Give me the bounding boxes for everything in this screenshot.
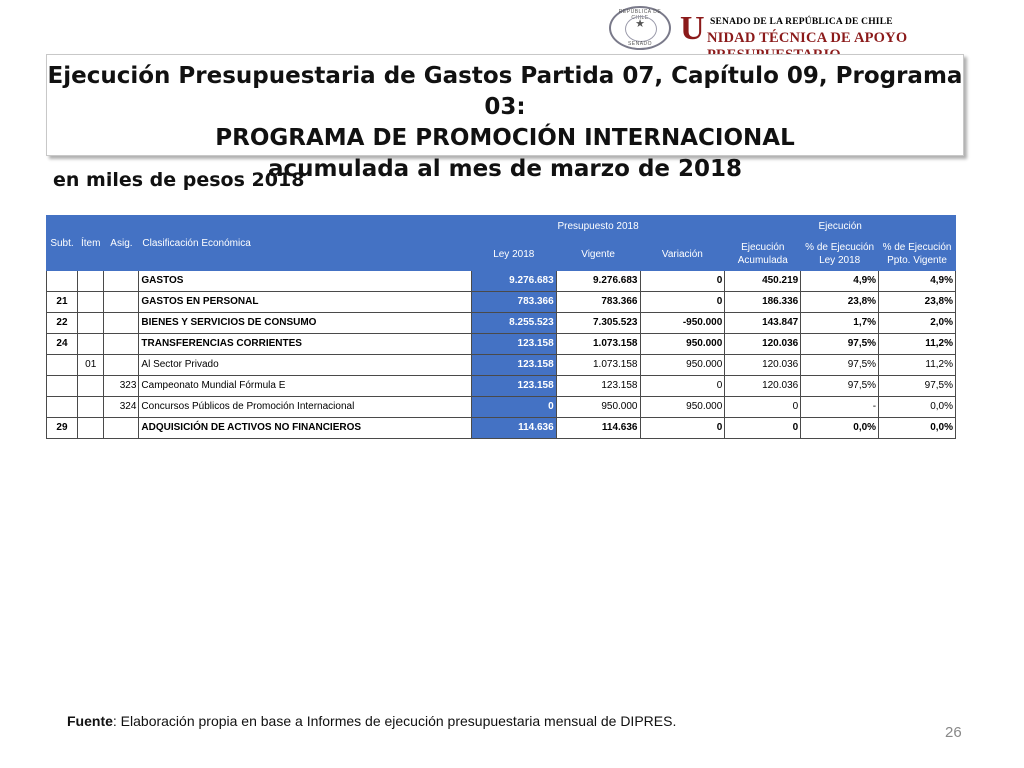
cell-ejec-acumulada: 0 — [725, 418, 801, 439]
cell-vigente: 114.636 — [556, 418, 640, 439]
cell-vigente: 1.073.158 — [556, 355, 640, 376]
units-subtitle: en miles de pesos 2018 — [53, 169, 305, 191]
cell-asig — [104, 418, 139, 439]
cell-variacion: -950.000 — [640, 313, 725, 334]
cell-pct-ley: - — [801, 397, 879, 418]
cell-subt — [47, 271, 78, 292]
cell-item — [77, 271, 103, 292]
header-clasificacion: Clasificación Económica — [139, 216, 471, 271]
cell-clasificacion: Campeonato Mundial Fórmula E — [139, 376, 471, 397]
cell-variacion: 950.000 — [640, 355, 725, 376]
source-footnote — [67, 713, 676, 729]
cell-pct-vigente: 11,2% — [879, 355, 956, 376]
cell-subt: 24 — [47, 334, 78, 355]
header-group-presupuesto: Presupuesto 2018 — [471, 216, 724, 238]
cell-clasificacion: GASTOS — [139, 271, 471, 292]
cell-asig — [104, 313, 139, 334]
cell-variacion: 950.000 — [640, 397, 725, 418]
cell-ley: 783.366 — [471, 292, 556, 313]
header-ejec-acumulada — [725, 238, 801, 271]
table-row — [47, 292, 956, 313]
cell-variacion: 0 — [640, 271, 725, 292]
cell-subt — [47, 376, 78, 397]
logo-senate-text: SENADO DE LA REPÚBLICA DE CHILE — [710, 17, 893, 27]
header-vigente: Vigente — [556, 238, 640, 271]
cell-ley: 123.158 — [471, 376, 556, 397]
cell-variacion: 0 — [640, 418, 725, 439]
cell-pct-vigente: 97,5% — [879, 376, 956, 397]
cell-subt: 29 — [47, 418, 78, 439]
cell-subt: 21 — [47, 292, 78, 313]
table-row — [47, 334, 956, 355]
cell-variacion: 0 — [640, 376, 725, 397]
cell-pct-vigente: 2,0% — [879, 313, 956, 334]
cell-asig — [104, 355, 139, 376]
cell-subt — [47, 397, 78, 418]
cell-pct-ley: 0,0% — [801, 418, 879, 439]
table-row — [47, 376, 956, 397]
star-icon: ★ — [635, 18, 645, 30]
header-ley: Ley 2018 — [471, 238, 556, 271]
header-pct-vigente-line2: Ppto. Vigente — [887, 255, 947, 266]
cell-pct-ley: 1,7% — [801, 313, 879, 334]
header-pct-ley — [801, 238, 879, 271]
cell-ejec-acumulada: 143.847 — [725, 313, 801, 334]
header-item: Ítem — [77, 216, 103, 271]
cell-clasificacion: ADQUISICIÓN DE ACTIVOS NO FINANCIEROS — [139, 418, 471, 439]
cell-variacion: 950.000 — [640, 334, 725, 355]
table-row — [47, 355, 956, 376]
header-ejec-acumulada-line2: Acumulada — [737, 255, 788, 266]
cell-vigente: 1.073.158 — [556, 334, 640, 355]
header-subt: Subt. — [47, 216, 78, 271]
cell-subt: 22 — [47, 313, 78, 334]
cell-ley: 9.276.683 — [471, 271, 556, 292]
cell-ejec-acumulada: 0 — [725, 397, 801, 418]
cell-item — [77, 397, 103, 418]
cell-asig: 324 — [104, 397, 139, 418]
cell-item — [77, 313, 103, 334]
cell-asig — [104, 271, 139, 292]
cell-vigente: 950.000 — [556, 397, 640, 418]
cell-pct-vigente: 4,9% — [879, 271, 956, 292]
cell-asig: 323 — [104, 376, 139, 397]
logo-initial: U — [680, 10, 705, 47]
header-group-ejecucion: Ejecución — [725, 216, 956, 238]
cell-ejec-acumulada: 120.036 — [725, 355, 801, 376]
cell-pct-vigente: 11,2% — [879, 334, 956, 355]
cell-variacion: 0 — [640, 292, 725, 313]
cell-clasificacion: GASTOS EN PERSONAL — [139, 292, 471, 313]
budget-table — [46, 215, 956, 439]
cell-asig — [104, 334, 139, 355]
header-pct-ley-line2: Ley 2018 — [819, 255, 861, 266]
logo-unit-text: NIDAD TÉCNICA DE APOYO — [707, 30, 908, 46]
cell-vigente: 123.158 — [556, 376, 640, 397]
seal-bottom-text: SENADO — [627, 41, 653, 47]
cell-pct-ley: 23,8% — [801, 292, 879, 313]
cell-ley: 123.158 — [471, 355, 556, 376]
cell-pct-vigente: 0,0% — [879, 397, 956, 418]
cell-item — [77, 418, 103, 439]
cell-pct-ley: 97,5% — [801, 376, 879, 397]
cell-ley: 0 — [471, 397, 556, 418]
header-pct-ley-line1: % de Ejecución — [805, 242, 875, 253]
cell-vigente: 9.276.683 — [556, 271, 640, 292]
cell-ejec-acumulada: 450.219 — [725, 271, 801, 292]
header-ejec-acumulada-line1: Ejecución — [741, 242, 785, 253]
table-row — [47, 418, 956, 439]
cell-subt — [47, 355, 78, 376]
senate-seal-logo — [609, 6, 671, 50]
cell-clasificacion: Concursos Públicos de Promoción Internacional — [139, 397, 471, 418]
cell-pct-vigente: 23,8% — [879, 292, 956, 313]
source-label: Fuente — [67, 713, 113, 729]
cell-ley: 8.255.523 — [471, 313, 556, 334]
cell-item — [77, 334, 103, 355]
cell-item — [77, 292, 103, 313]
cell-pct-ley: 4,9% — [801, 271, 879, 292]
seal-top-text: REPÚBLICA DE CHILE — [618, 9, 662, 21]
page-number: 26 — [945, 724, 962, 741]
header-pct-vigente-line1: % de Ejecución — [882, 242, 952, 253]
header-variacion: Variación — [640, 238, 725, 271]
cell-vigente: 783.366 — [556, 292, 640, 313]
cell-ejec-acumulada: 120.036 — [725, 334, 801, 355]
header-pct-vigente — [879, 238, 956, 271]
cell-clasificacion: TRANSFERENCIAS CORRIENTES — [139, 334, 471, 355]
cell-pct-ley: 97,5% — [801, 355, 879, 376]
cell-pct-ley: 97,5% — [801, 334, 879, 355]
cell-pct-vigente: 0,0% — [879, 418, 956, 439]
title-line-2: PROGRAMA DE PROMOCIÓN INTERNACIONAL — [215, 125, 795, 151]
title-line-3: acumulada al mes de marzo de 2018 — [267, 156, 743, 182]
table-row — [47, 313, 956, 334]
cell-ley: 123.158 — [471, 334, 556, 355]
cell-ejec-acumulada: 186.336 — [725, 292, 801, 313]
cell-clasificacion: BIENES Y SERVICIOS DE CONSUMO — [139, 313, 471, 334]
cell-item — [77, 376, 103, 397]
table-row — [47, 397, 956, 418]
cell-asig — [104, 292, 139, 313]
header-asig: Asig. — [104, 216, 139, 271]
cell-item: 01 — [77, 355, 103, 376]
table-row — [47, 271, 956, 292]
title-line-1: Ejecución Presupuestaria de Gastos Partida 07, Capítulo 09, Programa 03: — [47, 63, 963, 120]
cell-vigente: 7.305.523 — [556, 313, 640, 334]
cell-clasificacion: Al Sector Privado — [139, 355, 471, 376]
source-text: : Elaboración propia en base a Informes de ejecución presupuestaria mensual de DIPRES. — [112, 713, 677, 729]
cell-ejec-acumulada: 120.036 — [725, 376, 801, 397]
cell-ley: 114.636 — [471, 418, 556, 439]
